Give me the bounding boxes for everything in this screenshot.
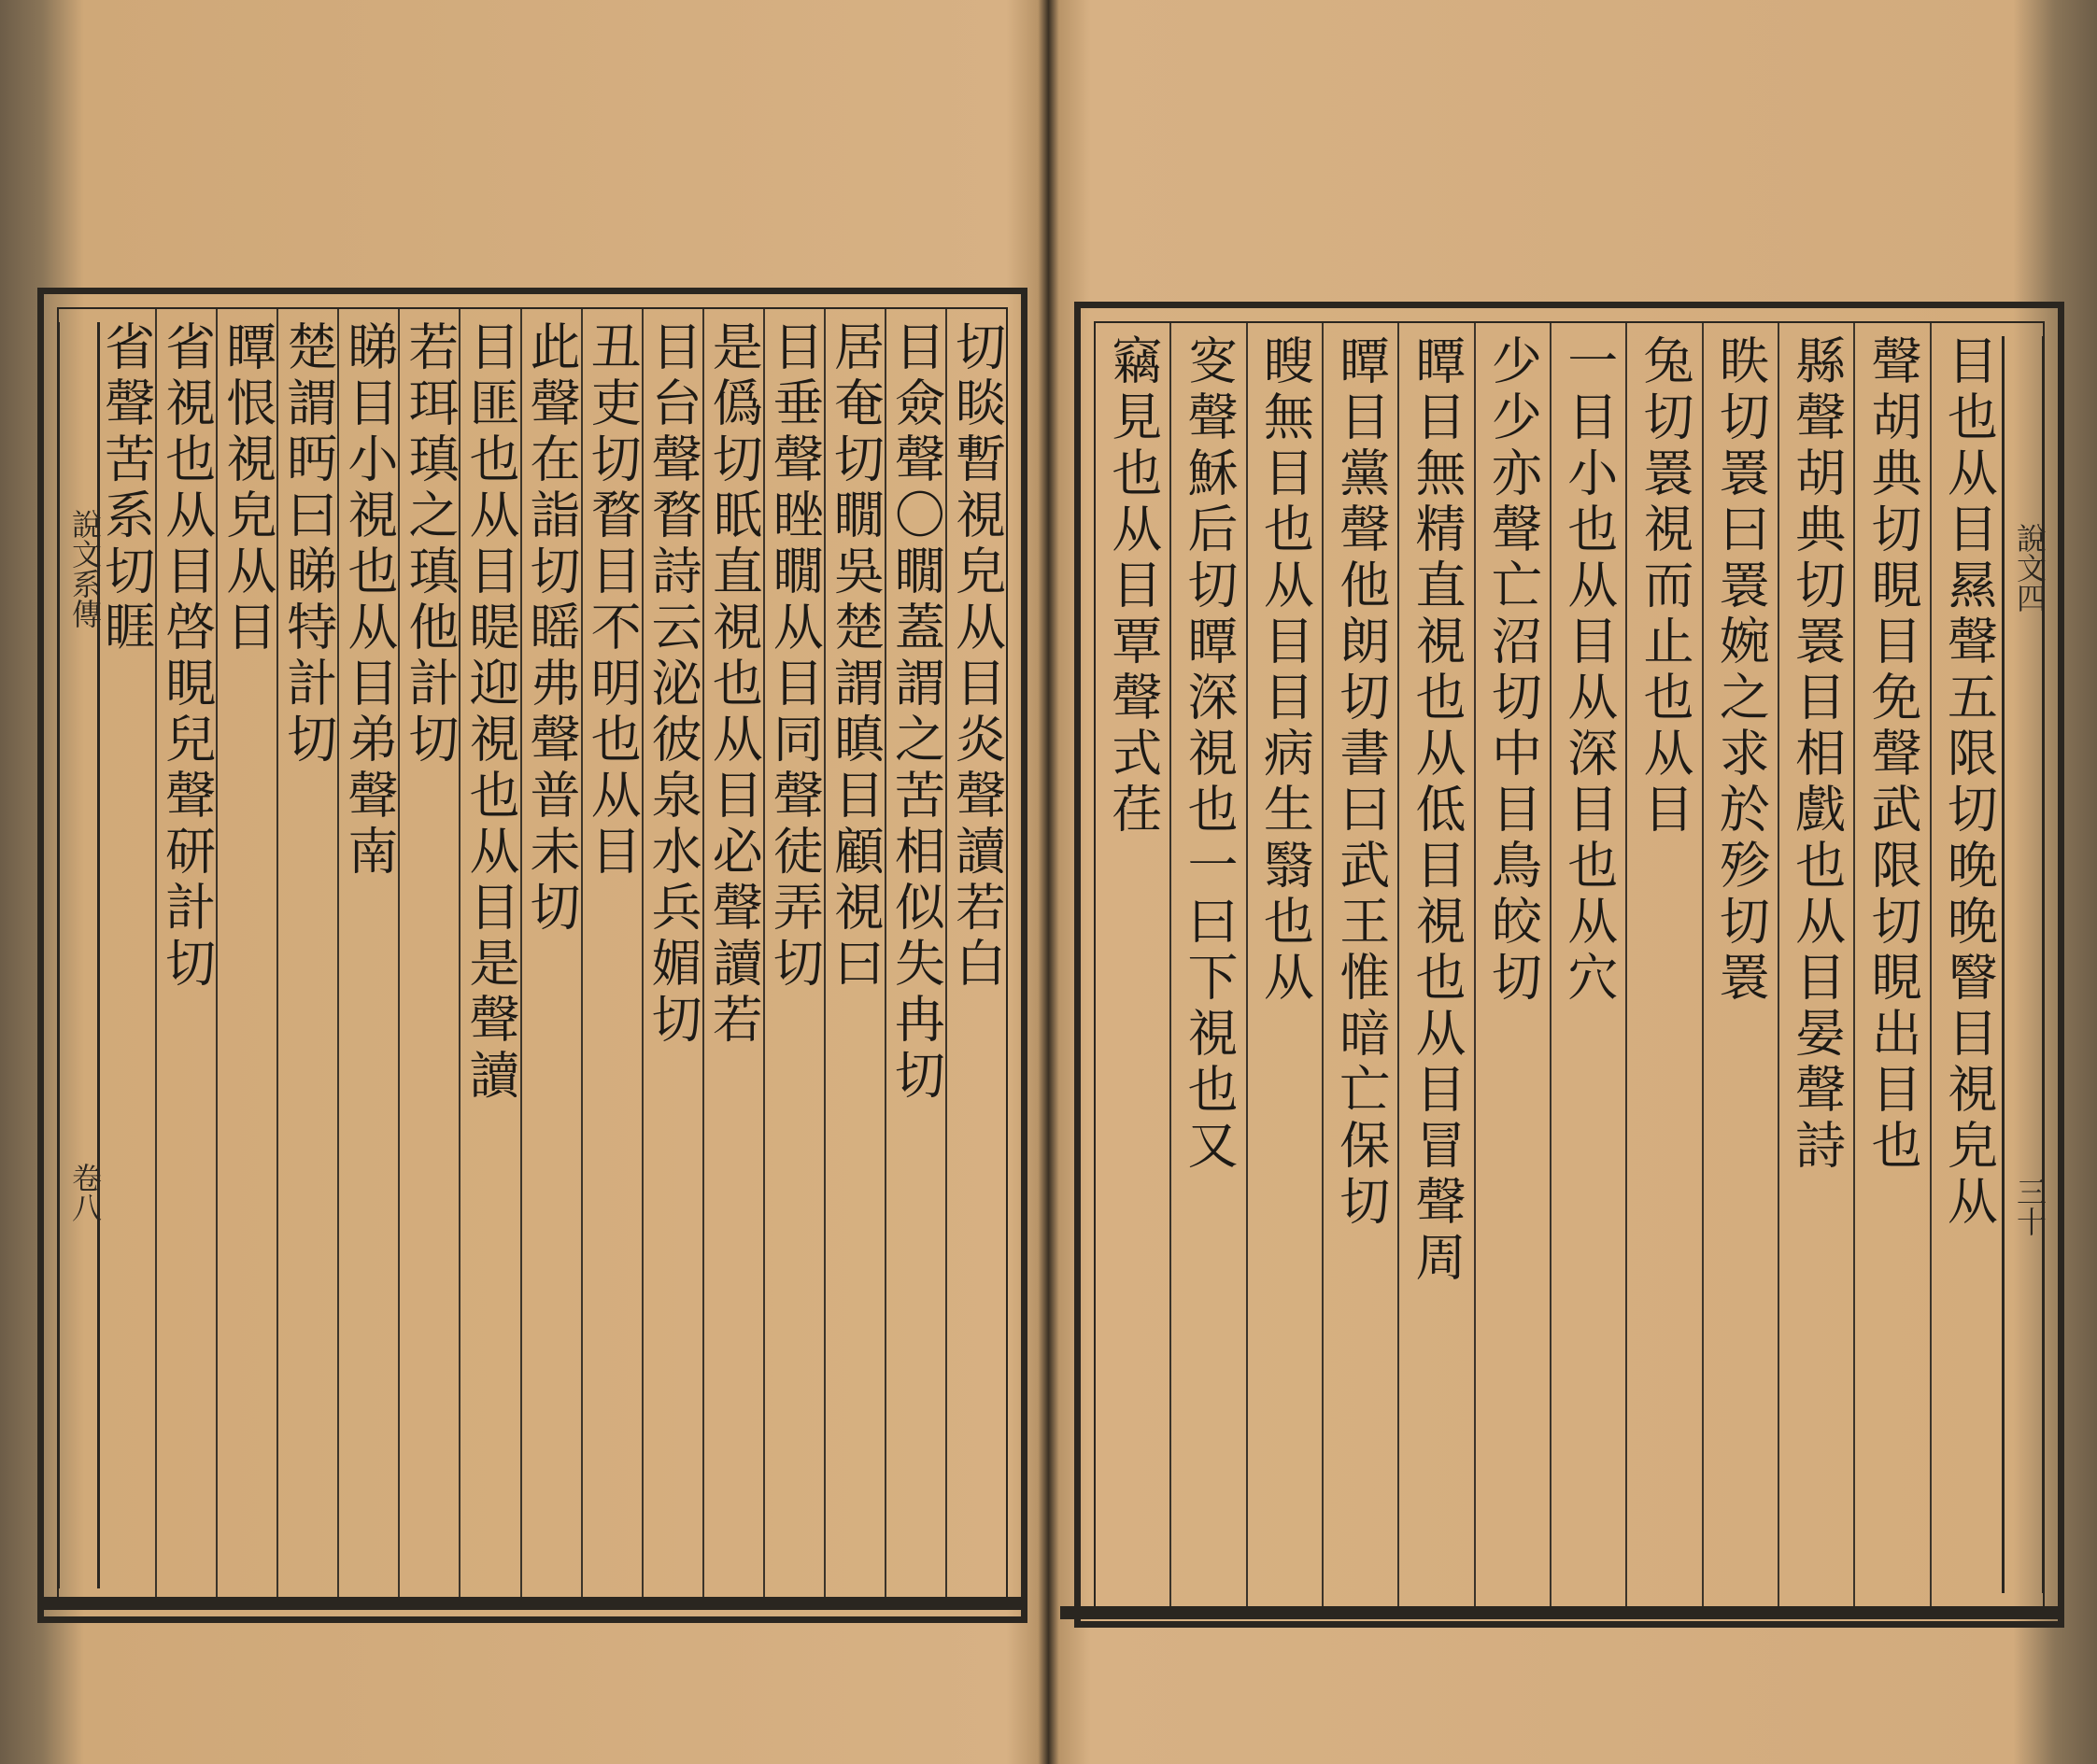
- column-text: 目台聲瞀詩云泌彼泉水兵媚切: [644, 320, 702, 1049]
- column-text: 目匪也从目睼迎視也从目是聲讀: [460, 320, 520, 1105]
- left-page-text-area: [57, 307, 1008, 1603]
- text-column: [1246, 323, 1322, 1606]
- column-text: 是僞切眂直視也从目必聲讀若: [704, 320, 763, 1049]
- left-margin-strip: [57, 322, 103, 1588]
- column-text: 瞍無目也从目目病生翳也从: [1255, 334, 1315, 1007]
- text-column: [520, 309, 581, 1602]
- text-column: [459, 309, 519, 1602]
- column-text: 目僉聲〇瞯蓋謂之苦相似失冉切: [886, 320, 945, 1105]
- text-column: [1853, 323, 1929, 1606]
- text-column: [96, 309, 155, 1602]
- text-column: [581, 309, 642, 1602]
- text-column: [885, 309, 945, 1602]
- column-text: 瞫目黨聲他朗切書曰武王惟暗亡保切: [1331, 334, 1391, 1231]
- column-text: 若珥瑱之瑱他計切: [400, 320, 460, 769]
- column-text: 此聲在詣切䁘弗聲普未切: [522, 320, 581, 937]
- right-columns: [1096, 323, 2005, 1606]
- column-text: 目垂聲睉瞯从目同聲徒弄切: [765, 320, 824, 993]
- text-column: [1625, 323, 1701, 1606]
- text-column: [945, 309, 1006, 1602]
- column-text: 瞫恨視皃从目: [218, 320, 277, 656]
- text-column: [824, 309, 885, 1602]
- column-text: 縣聲胡典切瞏目相戲也从目晏聲詩: [1787, 334, 1847, 1175]
- left-columns: [96, 309, 1006, 1602]
- right-page-frame: [1074, 302, 2064, 1628]
- text-column: [1778, 323, 1853, 1606]
- column-text: 叜聲穌后切瞫深視也一曰下視也又: [1180, 334, 1240, 1175]
- text-column: [1702, 323, 1778, 1606]
- text-column: [398, 309, 459, 1602]
- column-text: 省視也从目啓睍兒聲研計切: [157, 320, 217, 993]
- text-column: [1096, 323, 1169, 1606]
- text-column: [1169, 323, 1245, 1606]
- text-column: [337, 309, 398, 1602]
- column-text: 一目小也从目从深目也从穴: [1559, 334, 1619, 1007]
- column-text: 居奄切瞯吳楚謂瞋目顧視曰: [826, 320, 885, 993]
- column-text: 聲胡典切睍目免聲武限切睍出目也: [1863, 334, 1922, 1175]
- left-page: [28, 28, 1037, 1737]
- left-page-frame: [37, 288, 1027, 1623]
- text-column: [702, 309, 763, 1602]
- left-margin-volume: 卷八: [67, 1163, 103, 1222]
- text-column: [216, 309, 276, 1602]
- right-page: [1051, 28, 2069, 1737]
- right-page-text-area: [1094, 321, 2045, 1608]
- text-column: [1550, 323, 1625, 1606]
- column-text: 丑吏切瞀目不明也从目: [583, 320, 642, 881]
- text-column: [155, 309, 216, 1602]
- text-column: [1322, 323, 1397, 1606]
- column-text: 竊見也从目覃聲式荏: [1103, 334, 1163, 839]
- column-text: 眣切瞏曰瞏婉之求於殄切瞏: [1711, 334, 1771, 1007]
- column-text: 目也从目㬎聲五限切晚晚瞖目視皃从: [1939, 334, 1999, 1231]
- column-text: 少少亦聲亡沼切中目鳥皎切: [1483, 334, 1543, 1007]
- right-bottom-rule: [1060, 1606, 2060, 1619]
- right-margin-page-number: 三十: [2012, 1177, 2047, 1236]
- text-column: [642, 309, 702, 1602]
- column-text: 瞫目無精直視也从低目視也从目冒聲周: [1408, 334, 1467, 1287]
- right-margin-title: 說文四: [2012, 523, 2047, 613]
- column-text: 兔切瞏視而止也从目: [1636, 334, 1695, 839]
- left-margin-title: 說文系傳: [67, 509, 103, 628]
- text-column: [763, 309, 824, 1602]
- column-text: 睇目小視也从目弟聲南: [339, 320, 399, 881]
- column-text: 切睒暫視皃从目炎聲讀若白: [947, 320, 1006, 993]
- right-margin-strip: [2002, 336, 2045, 1593]
- text-column: [1474, 323, 1550, 1606]
- text-column: [1930, 323, 2005, 1606]
- column-text: 省聲苦系切睚: [96, 320, 156, 656]
- text-column: [1397, 323, 1473, 1606]
- text-column: [276, 309, 337, 1602]
- left-bottom-rule: [37, 1597, 1027, 1610]
- column-text: 楚謂眄曰睇特計切: [278, 320, 338, 769]
